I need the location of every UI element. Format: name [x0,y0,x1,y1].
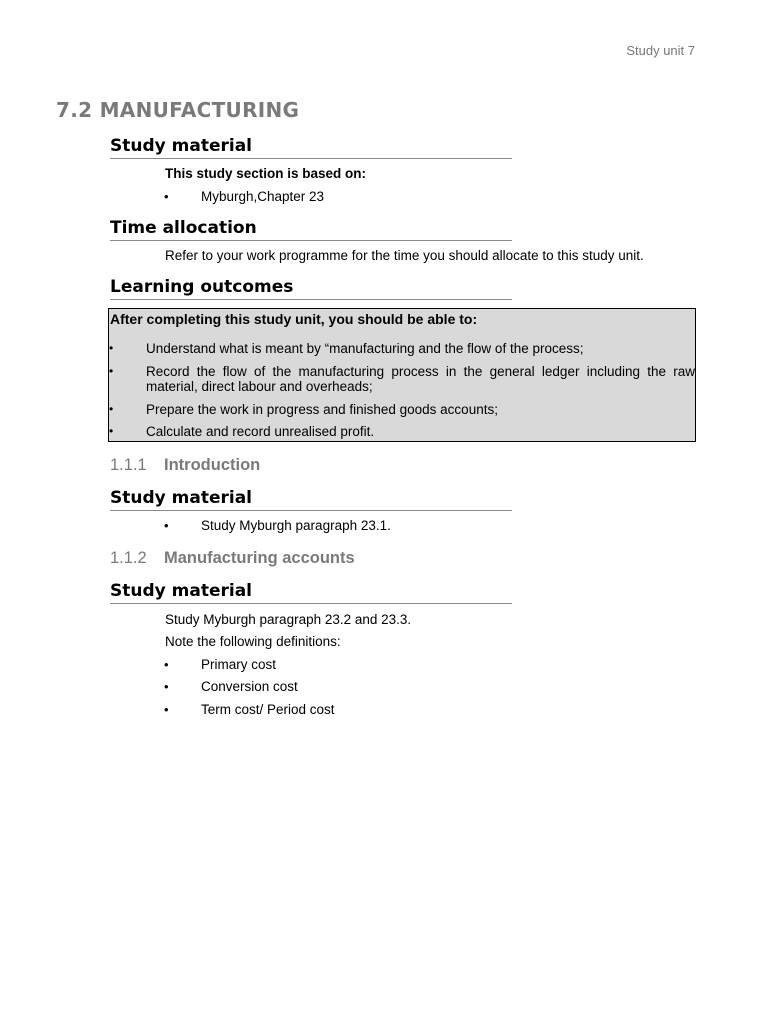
bullet: • [164,679,169,694]
bullet: • [109,402,114,416]
subsection-title: Introduction [164,456,261,474]
outcomes-box-title: After completing this study unit, you should be able to: [110,311,478,327]
list-item: • Conversion cost [164,679,298,694]
subsection-heading [110,456,261,475]
list-item: • Calculate and record unrealised profit. [109,424,375,439]
subsection-number: 1.1.2 [110,549,147,567]
section-title [56,98,299,122]
bullet: • [164,657,169,672]
study-material-heading: Study material [110,488,512,511]
bullet: • [109,364,114,378]
section-number: 7.2 [56,98,93,122]
learning-outcomes-heading: Learning outcomes [110,277,512,300]
bullet: • [109,424,114,438]
study-material-heading: Study material [110,136,512,159]
subsection-heading [110,549,355,568]
bullet: • [109,341,114,355]
section-name: MANUFACTURING [99,98,300,122]
time-allocation-heading: Time allocation [110,218,512,241]
list-item: • Understand what is meant by “manufacturing and the flow of the process; [109,341,584,356]
list-item: • Myburgh,Chapter 23 [164,189,325,204]
list-item: • Study Myburgh paragraph 23.1. [164,518,391,533]
study-material-intro: This study section is based on: [165,166,367,181]
study-material-heading: Study material [110,581,512,604]
bullet: • [164,518,169,533]
running-header: Study unit 7 [626,43,695,58]
list-item: • Record the flow of the manufacturing process in the general ledger including the raw material, direct labour and overheads; [109,364,695,394]
paragraph: Study Myburgh paragraph 23.2 and 23.3. [165,612,412,627]
bullet: • [164,702,169,717]
list-item: • Primary cost [164,657,277,672]
time-allocation-text: Refer to your work programme for the time you should allocate to this study unit. [165,248,644,263]
list-item: • Term cost/ Period cost [164,702,335,717]
bullet: • [164,189,169,204]
subsection-number: 1.1.1 [110,456,147,474]
list-item: • Prepare the work in progress and finished goods accounts; [109,402,498,417]
learning-outcomes-box [108,308,696,442]
subsection-title: Manufacturing accounts [164,549,355,567]
paragraph: Note the following definitions: [165,634,341,649]
